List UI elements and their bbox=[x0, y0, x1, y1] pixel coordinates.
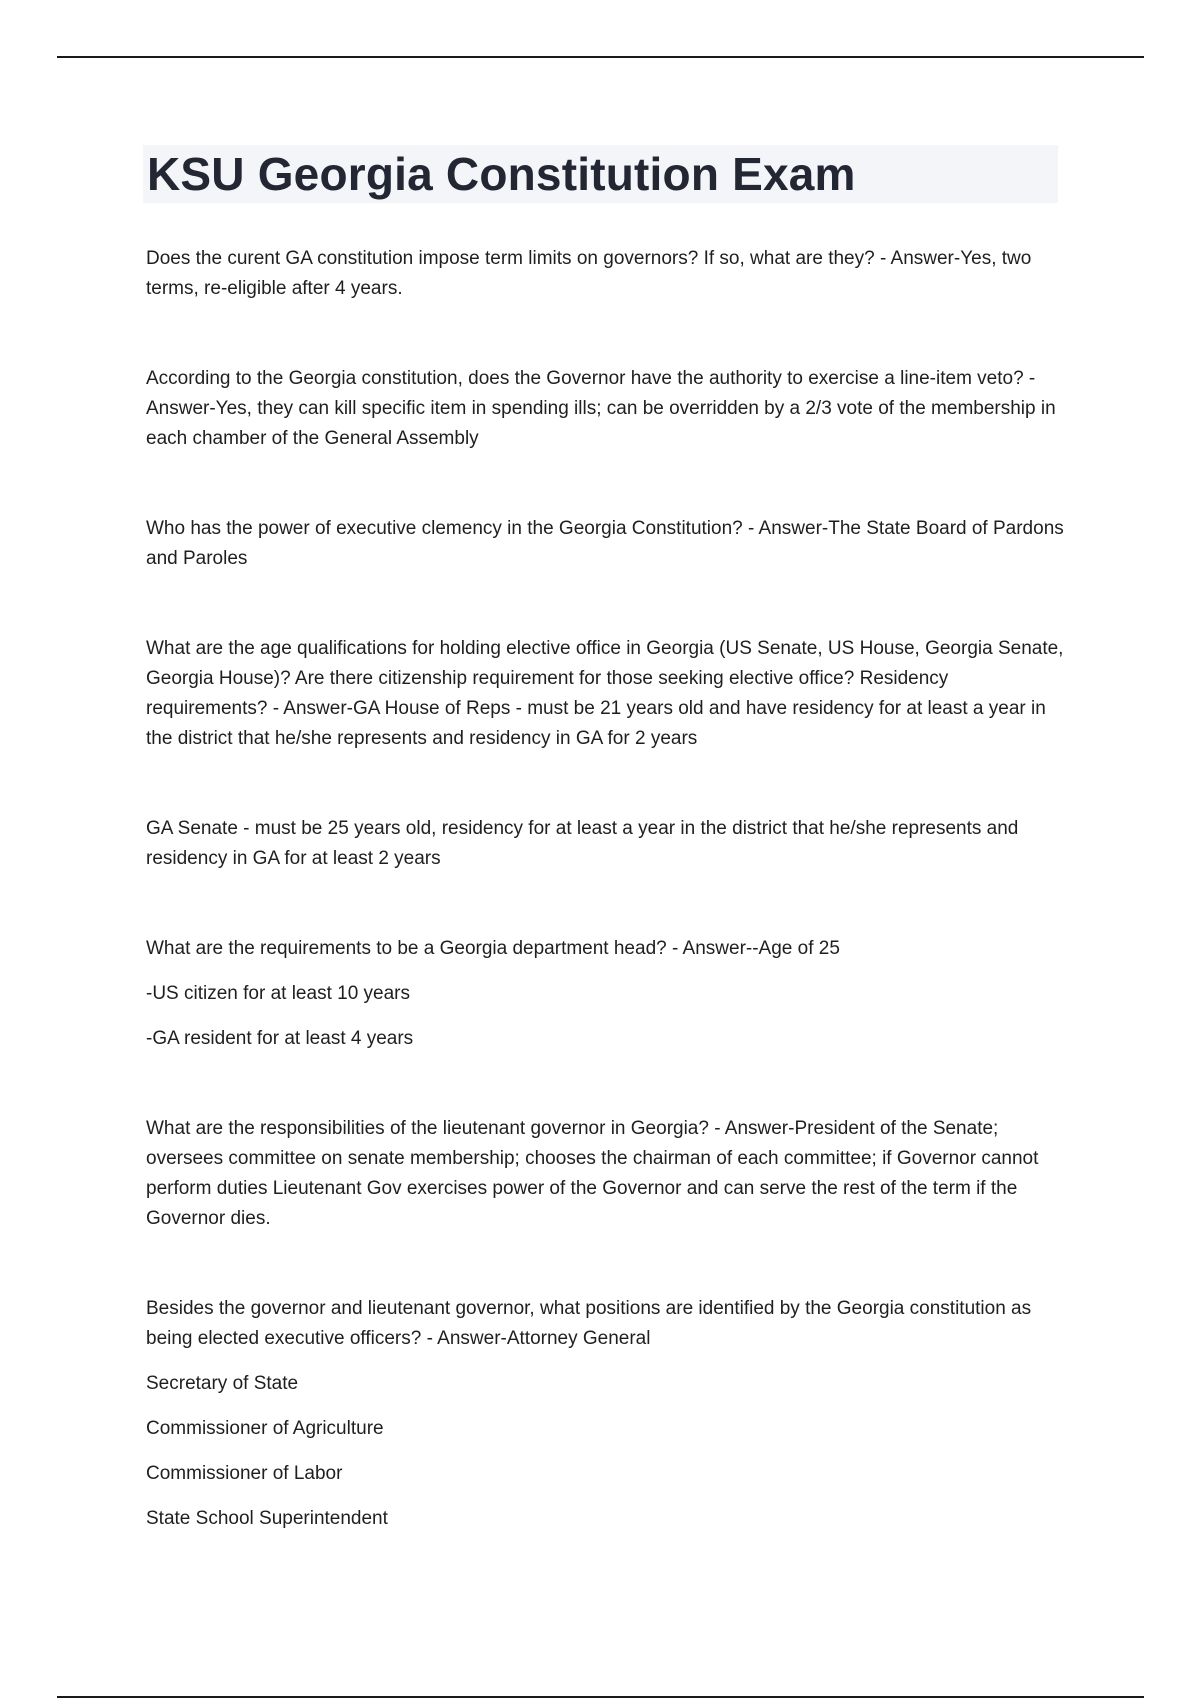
answer-line-us-citizen: -US citizen for at least 10 years bbox=[146, 983, 410, 1004]
answer-line-ga-resident: -GA resident for at least 4 years bbox=[146, 1028, 414, 1049]
bottom-divider bbox=[57, 1696, 1144, 1698]
answer-line-secretary-of-state: Secretary of State bbox=[146, 1373, 299, 1394]
document-body bbox=[146, 244, 1066, 1534]
question-line-item-veto: According to the Georgia constitution, does the Governor have the authority to exercise a line-item veto? - Answer-Yes, they can kill specific item in spending ills; can be overridden by a 2/3 vote of the membership in each chamber of the General Assembly bbox=[146, 368, 1056, 449]
top-divider bbox=[57, 56, 1144, 58]
answer-line-school-superintendent: State School Superintendent bbox=[146, 1508, 388, 1529]
question-elected-executive-officers: Besides the governor and lieutenant governor, what positions are identified by the Georgia constitution as being elected executive officers? - Answer-Attorney General bbox=[146, 1298, 1032, 1349]
question-department-head: What are the requirements to be a Georgia department head? - Answer--Age of 25 bbox=[146, 938, 840, 959]
answer-ga-senate: GA Senate - must be 25 years old, residency for at least a year in the district that he/she represents and residency in GA for at least 2 years bbox=[146, 818, 1019, 869]
answer-line-commissioner-labor: Commissioner of Labor bbox=[146, 1463, 343, 1484]
answer-line-commissioner-agriculture: Commissioner of Agriculture bbox=[146, 1418, 384, 1439]
question-executive-clemency: Who has the power of executive clemency in the Georgia Constitution? - Answer-The State Board of Pardons and Paroles bbox=[146, 518, 1064, 569]
question-age-qualifications: What are the age qualifications for holding elective office in Georgia (US Senate, US House, Georgia Senate, Georgia House)? Are there citizenship requirement for those seeking elective office? Residency requirements? - Answer-GA House of Reps - must be 21 years old and have residency for at least a year in the district that he/she represents and residency in GA for 2 years bbox=[146, 638, 1064, 749]
question-term-limits: Does the curent GA constitution impose term limits on governors? If so, what are they? - Answer-Yes, two terms, re-eligible after 4 years. bbox=[146, 248, 1032, 299]
page-title: KSU Georgia Constitution Exam bbox=[147, 148, 856, 200]
question-lieutenant-governor: What are the responsibilities of the lieutenant governor in Georgia? - Answer-President of the Senate; oversees committee on senate membership; chooses the chairman of each committee; if Governor cannot perform duties Lieutenant Gov exercises power of the Governor and can serve the rest of the term if the Governor dies. bbox=[146, 1118, 1039, 1229]
